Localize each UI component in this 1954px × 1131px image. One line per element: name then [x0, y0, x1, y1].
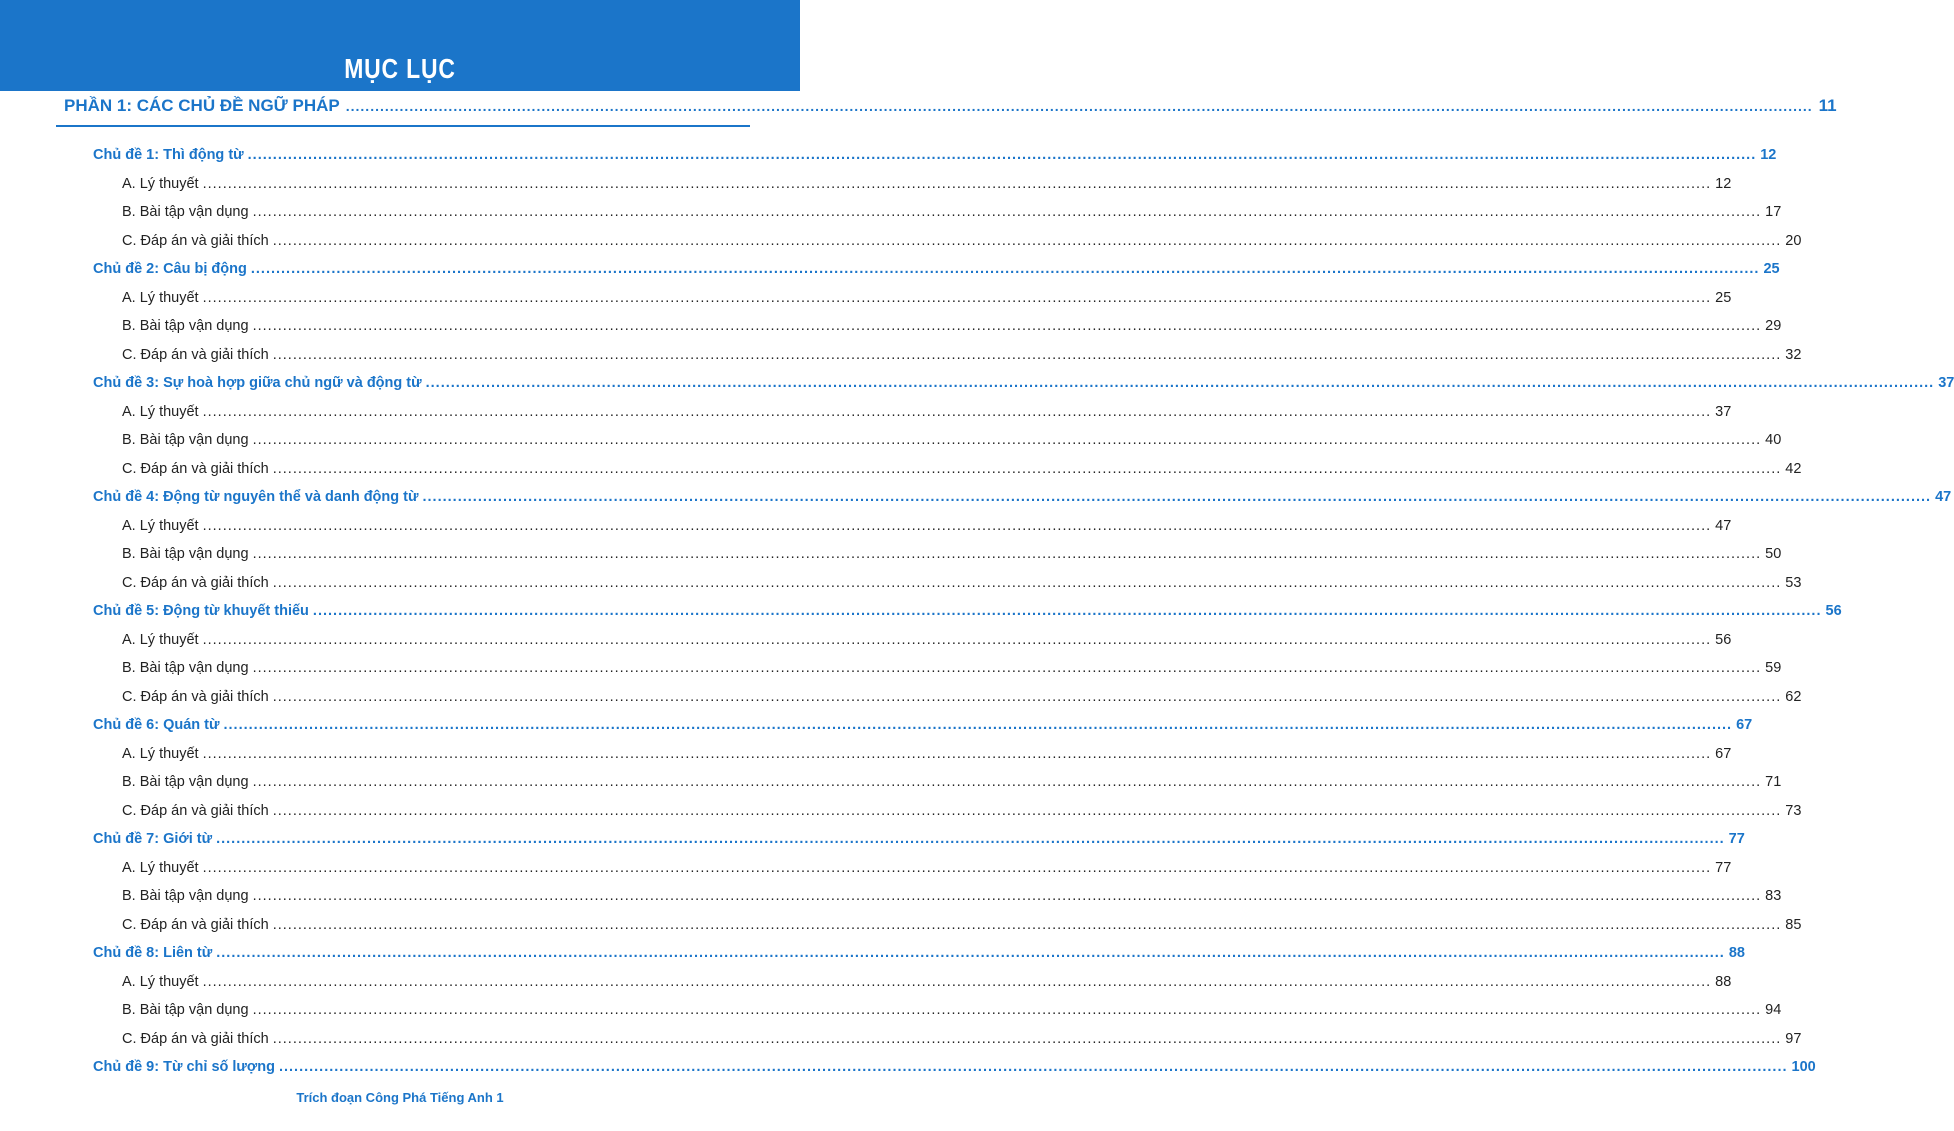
toc-subsection-entry-label: A. Lý thuyết	[122, 973, 199, 990]
toc-leader-dots: ............................................................................................................................................................................................................................................................................................................	[247, 147, 1757, 163]
toc-subsection-entry-label: C. Đáp án và giải thích	[122, 1030, 269, 1047]
toc-subsection-entry[interactable]	[122, 228, 1802, 254]
toc-subsection-entry-label: C. Đáp án và giải thích	[122, 802, 269, 819]
toc-part-label: PHẦN 1: CÁC CHỦ ĐỀ NGỮ PHÁP	[64, 96, 340, 115]
toc-subsection-entry-page: 56	[1715, 631, 1732, 648]
toc-leader-dots: ............................................................................................................................................................................................................................................................................................................	[272, 232, 1782, 249]
toc-topic-entry[interactable]	[93, 142, 1777, 168]
toc-subsection-entry[interactable]	[122, 798, 1802, 824]
toc-leader-dots: ............................................................................................................................................................................................................................................................................................................	[250, 261, 1760, 277]
toc-leader-dots: ............................................................................................................................................................................................................................................................................................................	[202, 289, 1712, 306]
toc-subsection-entry[interactable]	[122, 313, 1782, 339]
toc-subsection-entry-page: 37	[1715, 403, 1732, 420]
toc-subsection-entry-label: B. Bài tập vận dụng	[122, 660, 249, 676]
toc-topic-entry-label: Chủ đề 4: Động từ nguyên thể và danh động từ	[93, 489, 419, 505]
toc-subsection-entry[interactable]	[122, 912, 1802, 938]
toc-topic-entry-page: 12	[1760, 147, 1777, 163]
toc-subsection-entry-label: C. Đáp án và giải thích	[122, 916, 269, 933]
toc-topic-entry-label: Chủ đề 9: Từ chỉ số lượng	[93, 1059, 275, 1075]
toc-subsection-entry-page: 73	[1785, 802, 1802, 819]
toc-leader-dots: ............................................................................................................................................................................................................................................................................................................	[272, 688, 1782, 705]
toc-subsection-entry[interactable]	[122, 627, 1732, 653]
toc-topic-entry-label: Chủ đề 8: Liên từ	[93, 945, 213, 961]
toc-subsection-entry-page: 17	[1765, 204, 1782, 220]
toc-topic-entry-page: 37	[1938, 375, 1954, 391]
toc-subsection-entry-label: B. Bài tập vận dụng	[122, 318, 249, 334]
toc-leader-dots: ............................................................................................................................................................................................................................................................................................................	[202, 745, 1712, 762]
toc-subsection-entry-page: 25	[1715, 289, 1732, 306]
toc-topic-entry[interactable]	[93, 484, 1952, 510]
toc-subsection-entry-label: A. Lý thuyết	[122, 859, 199, 876]
toc-subsection-entry-label: C. Đáp án và giải thích	[122, 346, 269, 363]
toc-leader-dots: ............................................................................................................................................................................................................................................................................................................	[202, 973, 1712, 990]
toc-part-page: 11	[1818, 96, 1837, 115]
toc-subsection-entry-page: 94	[1765, 1002, 1782, 1018]
toc-subsection-entry-page: 53	[1785, 574, 1802, 591]
toc-subsection-entry[interactable]	[122, 855, 1732, 881]
toc-leader-dots: ............................................................................................................................................................................................................................................................................................................	[202, 403, 1712, 420]
toc-subsection-entry[interactable]	[122, 541, 1782, 567]
toc-subsection-entry[interactable]	[122, 513, 1732, 539]
toc-topic-entry[interactable]	[93, 256, 1780, 282]
toc-subsection-entry[interactable]	[122, 199, 1782, 225]
toc-leader-dots: ............................................................................................................................................................................................................................................................................................................	[252, 318, 1762, 334]
toc-subsection-entry-label: B. Bài tập vận dụng	[122, 432, 249, 448]
toc-leader-dots: ............................................................................................................................................................................................................................................................................................................	[252, 432, 1762, 448]
toc-subsection-entry-page: 32	[1785, 346, 1802, 363]
toc-subsection-entry[interactable]	[122, 399, 1732, 425]
toc-subsection-entry-page: 20	[1785, 232, 1802, 249]
toc-subsection-entry[interactable]	[122, 684, 1802, 710]
toc-leader-dots: ............................................................................................................................................................................................................................................................................................................	[202, 517, 1712, 534]
toc-topic-entry-label: Chủ đề 3: Sự hoà hợp giữa chủ ngữ và động từ	[93, 375, 422, 391]
toc-leader-dots: ............................................................................................................................................................................................................................................................................................................	[312, 603, 1822, 619]
toc-leader-dots: ............................................................................................................................................................................................................................................................................................................	[272, 916, 1782, 933]
footer-text: Trích đoạn Công Phá Tiếng Anh 1	[296, 1090, 504, 1105]
toc-leader-dots: ............................................................................................................................................................................................................................................................................................................	[202, 859, 1712, 876]
toc-subsection-entry-page: 67	[1715, 745, 1732, 762]
toc-leader-dots: ............................................................................................................................................................................................................................................................................................................	[216, 831, 1725, 847]
toc-subsection-entry[interactable]	[122, 969, 1732, 995]
toc-subsection-entry-label: A. Lý thuyết	[122, 517, 199, 534]
toc-topic-entry-label: Chủ đề 6: Quán từ	[93, 717, 220, 733]
toc-subsection-entry[interactable]	[122, 741, 1732, 767]
toc-subsection-entry-page: 85	[1785, 916, 1802, 933]
header-banner	[0, 0, 800, 91]
toc-topic-entry-page: 100	[1791, 1059, 1816, 1075]
toc-topic-entry-page: 88	[1728, 945, 1745, 961]
toc-topic-entry[interactable]	[93, 712, 1753, 738]
toc-subsection-entry-label: B. Bài tập vận dụng	[122, 888, 249, 904]
toc-leader-dots: ............................................................................................................................................................................................................................................................................................................	[252, 1002, 1762, 1018]
toc-subsection-entry-label: A. Lý thuyết	[122, 403, 199, 420]
toc-leader-dots: ............................................................................................................................................................................................................................................................................................................	[425, 375, 1935, 391]
toc-subsection-entry-page: 97	[1785, 1030, 1802, 1047]
toc-subsection-entry-label: B. Bài tập vận dụng	[122, 546, 249, 562]
toc-leader-dots: ............................................................................................................................................................................................................................................................................................................	[272, 574, 1782, 591]
toc-subsection-entry[interactable]	[122, 171, 1732, 197]
toc-subsection-entry-label: B. Bài tập vận dụng	[122, 1002, 249, 1018]
toc-subsection-entry-page: 71	[1765, 774, 1782, 790]
toc-subsection-entry-page: 50	[1765, 546, 1782, 562]
toc-subsection-entry-label: A. Lý thuyết	[122, 175, 199, 192]
toc-topic-entry[interactable]	[93, 826, 1745, 852]
toc-subsection-entry[interactable]	[122, 769, 1782, 795]
toc-leader-dots: ............................................................................................................................................................................................................................................................................................................	[272, 1030, 1782, 1047]
toc-subsection-entry-label: C. Đáp án và giải thích	[122, 688, 269, 705]
toc-subsection-entry-page: 42	[1785, 460, 1802, 477]
toc-leader-dots: ............................................................................................................................................................................................................................................................................................................	[202, 175, 1712, 192]
toc-topic-entry-label: Chủ đề 7: Giới từ	[93, 831, 213, 847]
toc-topic-entry-page: 77	[1728, 831, 1745, 847]
toc-topic-entry[interactable]	[93, 598, 1842, 624]
toc-topic-entry-page: 25	[1763, 261, 1780, 277]
toc-leader-dots: ............................................................................................................................................................................................................................................................................................................	[216, 945, 1725, 961]
toc-leader-dots: ............................................................................................................................................................................................................................................................................................................	[252, 888, 1762, 904]
toc-leader-dots: ............................................................................................................................................................................................................................................................................................................	[252, 546, 1762, 562]
part-divider	[56, 125, 750, 127]
toc-subsection-entry-label: C. Đáp án và giải thích	[122, 232, 269, 249]
toc-leader-dots: ............................................................................................................................................................................................................................................................................................................	[345, 98, 1813, 114]
toc-topic-entry-label: Chủ đề 2: Câu bị động	[93, 261, 247, 277]
toc-leader-dots: ............................................................................................................................................................................................................................................................................................................	[272, 346, 1782, 363]
toc-topic-entry-label: Chủ đề 5: Động từ khuyết thiếu	[93, 603, 309, 619]
toc-leader-dots: ............................................................................................................................................................................................................................................................................................................	[202, 631, 1712, 648]
toc-subsection-entry-page: 62	[1785, 688, 1802, 705]
toc-subsection-entry-page: 83	[1765, 888, 1782, 904]
toc-subsection-entry-page: 59	[1765, 660, 1782, 676]
toc-topic-entry-page: 56	[1825, 603, 1842, 619]
toc-part-entry[interactable]	[64, 96, 1837, 124]
toc-leader-dots: ............................................................................................................................................................................................................................................................................................................	[252, 204, 1762, 220]
toc-topic-entry[interactable]	[93, 370, 1954, 396]
toc-subsection-entry-label: A. Lý thuyết	[122, 745, 199, 762]
toc-subsection-entry[interactable]	[122, 883, 1782, 909]
toc-leader-dots: ............................................................................................................................................................................................................................................................................................................	[223, 717, 1733, 733]
toc-leader-dots: ............................................................................................................................................................................................................................................................................................................	[272, 802, 1782, 819]
toc-topic-entry-page: 67	[1736, 717, 1753, 733]
toc-subsection-entry[interactable]	[122, 655, 1782, 681]
toc-subsection-entry-label: C. Đáp án và giải thích	[122, 460, 269, 477]
toc-subsection-entry[interactable]	[122, 285, 1732, 311]
toc-subsection-entry-label: C. Đáp án và giải thích	[122, 574, 269, 591]
toc-subsection-entry-page: 29	[1765, 318, 1782, 334]
toc-leader-dots: ............................................................................................................................................................................................................................................................................................................	[278, 1059, 1788, 1075]
toc-subsection-entry[interactable]	[122, 456, 1802, 482]
toc-subsection-entry-page: 77	[1715, 859, 1732, 876]
toc-topic-entry-page: 47	[1935, 489, 1952, 505]
toc-topic-entry[interactable]	[93, 1054, 1816, 1080]
toc-subsection-entry-page: 88	[1715, 973, 1732, 990]
toc-subsection-entry[interactable]	[122, 342, 1802, 368]
toc-subsection-entry-label: A. Lý thuyết	[122, 289, 199, 306]
toc-leader-dots: ............................................................................................................................................................................................................................................................................................................	[252, 660, 1762, 676]
toc-subsection-entry-page: 12	[1715, 175, 1732, 192]
toc-subsection-entry[interactable]	[122, 1026, 1802, 1052]
toc-subsection-entry[interactable]	[122, 427, 1782, 453]
toc-topic-entry-label: Chủ đề 1: Thì động từ	[93, 147, 244, 163]
toc-subsection-entry[interactable]	[122, 997, 1782, 1023]
toc-subsection-entry-label: B. Bài tập vận dụng	[122, 204, 249, 220]
toc-leader-dots: ............................................................................................................................................................................................................................................................................................................	[272, 460, 1782, 477]
toc-topic-entry[interactable]	[93, 940, 1745, 966]
toc-subsection-entry-page: 40	[1765, 432, 1782, 448]
toc-subsection-entry[interactable]	[122, 570, 1802, 596]
toc-leader-dots: ............................................................................................................................................................................................................................................................................................................	[422, 489, 1932, 505]
toc-subsection-entry-label: B. Bài tập vận dụng	[122, 774, 249, 790]
toc-subsection-entry-label: A. Lý thuyết	[122, 631, 199, 648]
page-title: MỤC LỤC	[344, 53, 456, 84]
toc-leader-dots: ............................................................................................................................................................................................................................................................................................................	[252, 774, 1762, 790]
toc-subsection-entry-page: 47	[1715, 517, 1732, 534]
